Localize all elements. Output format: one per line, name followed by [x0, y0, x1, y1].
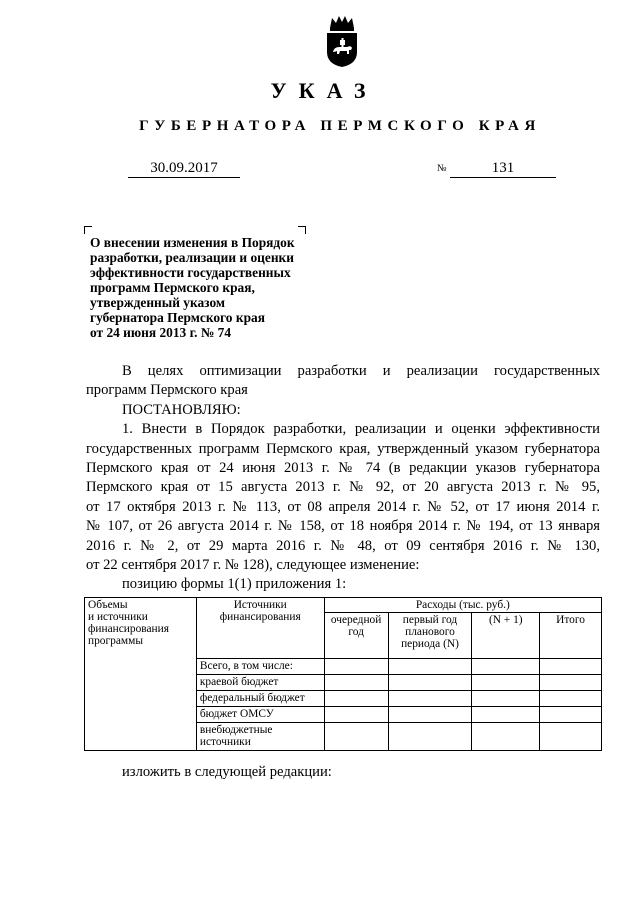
- body-line: 1. Внести в Порядок разработки, реализации и оценки эффективности: [122, 421, 600, 438]
- col-header-expenses: Расходы (тыс. руб.): [324, 598, 601, 613]
- decree-body: [86, 362, 600, 595]
- subject-bracket-left: [84, 226, 92, 234]
- body-line: Пермского края от 15 августа 2013 г. № 92, от 20 августа 2013 г. № 95,: [86, 479, 600, 496]
- subheader-n-plus-1: (N + 1): [472, 613, 540, 659]
- subheader-total: Итого: [540, 613, 602, 659]
- subject-line: утвержденный указом: [90, 295, 226, 310]
- body-line: от 17 октября 2013 г. № 113, от 08 апреля 2014 г. № 52, от 17 июня 2014 г.: [86, 498, 600, 515]
- col-header-sources: Источники финансирования: [196, 598, 324, 659]
- subheader-current-year: очередной год: [324, 613, 388, 659]
- row-label: Всего, в том числе:: [196, 659, 324, 675]
- body-line: Пермского края от 24 июня 2013 г. № 74 (в редакции указов губернатора: [86, 460, 600, 477]
- subheader-first-plan-year: первый год планового периода (N): [388, 613, 472, 659]
- row-label: внебюджетные источники: [196, 723, 324, 751]
- row-label: федеральный бюджет: [196, 691, 324, 707]
- outro-line: изложить в следующей редакции:: [122, 764, 332, 780]
- body-line: В целях оптимизации разработки и реализации государственных: [122, 363, 600, 379]
- subject-line: О внесении изменения в Порядок: [90, 235, 295, 250]
- subject-bracket-right: [298, 226, 306, 234]
- subject-line: эффективности государственных: [90, 265, 291, 280]
- body-line: № 107, от 26 августа 2014 г. № 158, от 18 ноября 2014 г. № 194, от 13 января: [86, 518, 600, 535]
- row-label: бюджет ОМСУ: [196, 707, 324, 723]
- body-line: государственных программ Пермского края, утвержденный указом губернатора: [86, 440, 600, 457]
- item-1-paragraph: [86, 420, 600, 575]
- decree-title: УКАЗ: [270, 78, 378, 103]
- row-label: краевой бюджет: [196, 675, 324, 691]
- subject-line: от 24 июня 2013 г. № 74: [90, 325, 232, 340]
- financing-form-table: [84, 597, 602, 751]
- subject-line: губернатора Пермского края: [90, 310, 265, 325]
- subject-line: программ Пермского края,: [90, 280, 255, 295]
- perm-krai-coat-of-arms-icon: [324, 14, 360, 68]
- decree-word: ПОСТАНОВЛЯЮ:: [122, 401, 241, 418]
- decree-date: 30.09.2017: [128, 159, 240, 178]
- decree-subject: [90, 235, 340, 340]
- col-header-volumes: Объемы и источники финансирования программы: [85, 598, 197, 751]
- number-label: №: [437, 163, 447, 174]
- body-line: 2016 г. № 2, от 29 марта 2016 г. № 48, от 09 сентября 2016 г. № 130,: [86, 537, 600, 554]
- decree-subtitle: ГУБЕРНАТОРА ПЕРМСКОГО КРАЯ: [139, 118, 541, 134]
- decree-number: 131: [450, 159, 556, 178]
- position-line: позицию формы 1(1) приложения 1:: [122, 576, 347, 593]
- body-line: от 22 сентября 2017 г. № 128), следующее изменение:: [86, 557, 420, 574]
- subject-line: разработки, реализации и оценки: [90, 250, 294, 265]
- intro-paragraph: [86, 362, 600, 401]
- body-line: программ Пермского края: [86, 382, 248, 399]
